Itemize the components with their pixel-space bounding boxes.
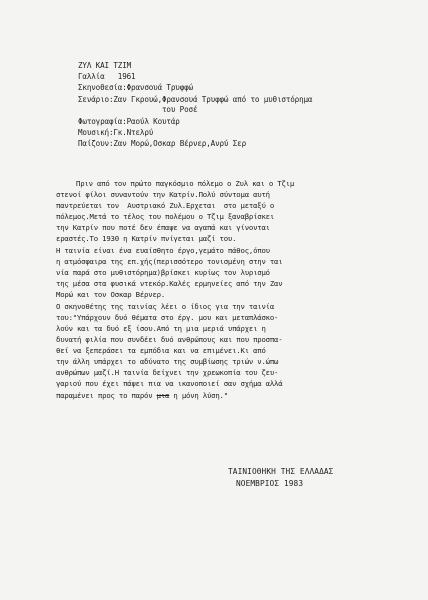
text-line: πόλεμος.Μετά το τέλος του πολέμου ο Τζιμ ξαναβρίσκει	[56, 212, 275, 221]
text-segment: παραμένει προς το παρόν	[56, 391, 157, 400]
text-line: Ο σκηνοθέτης της ταινίας λέει ο ίδιος για την ταινία	[56, 302, 275, 311]
text-line: της μέσα στα φυσικά ντεκόρ.Καλές ερμηνείες από την Ζαν	[56, 279, 283, 288]
struck-out-word: μια	[156, 391, 170, 400]
film-music: Μουσική:Γκ.Ντελρύ	[78, 128, 154, 137]
text-line: την άλλη υπάρχει το αδύνατο της συμβίωσης τριών ν.ώπω	[56, 357, 279, 366]
signature-organization: ΤΑΙΝΙΟΘΗΚΗ ΤΗΣ ΕΛΛΑΔΑΣ	[228, 467, 334, 476]
text-line: εραστές.Το 1930 η Κατρίν πνίγεται μαζί του.	[56, 234, 237, 243]
text-line: θεί να ξεπεράσει τα εμπόδια και να επιμένει.Κι από	[56, 346, 266, 355]
text-line: την Κατρίν που ποτέ δεν έπαψε να αγαπά και γίνονται	[56, 223, 270, 232]
text-line: η ατμόσφαιρα της επ.χής(περισσότερο τονισμένη στην ται	[56, 257, 283, 266]
text-line: ανθρώπων μαζί.Η ταινία δείχνει την χρεωκοπία του ζευ-	[56, 368, 279, 377]
text-line: Πριν από τον πρώτο παγκόσμιο πόλεμο ο Ζυλ και ο Τζιμ	[76, 179, 295, 188]
film-screenplay: Σενάριο:Ζαν Γκρουώ,Φρανσουά Τρυφφώ από το μυθιστόρημα	[78, 95, 313, 104]
text-line: στενοί φίλοι συναντούν την Κατρίν.Πολύ σύντομα αυτή	[56, 190, 270, 199]
film-country-year: Γαλλία 1961	[78, 72, 136, 81]
film-screenplay-source: του Ροσέ	[162, 105, 198, 114]
text-line: Μορώ και τον Οσκαρ Βέρνερ.	[56, 290, 166, 299]
text-line: δυνατή φιλία που συνδέει δυό ανθρώπους και που προσπα-	[56, 335, 283, 344]
text-line: λούν και τα δυό εξ ίσου.Από τη μια μεριά υπάρχει η	[56, 324, 266, 333]
text-line: Η ταινία είναι ένα ευαίσθητο έργο,γεμάτο πάθος,όπου	[56, 246, 270, 255]
film-title: ΖΥΛ ΚΑΙ ΤΖΙΜ	[78, 61, 132, 70]
text-line: του:"Υπάρχουν δυό θέματα στο έργ. μου και μεταπλάσκο-	[56, 313, 279, 322]
film-director: Σκηνοθεσία:Φρανσουά Τρυφφώ	[78, 83, 193, 92]
text-segment: η μόνη λύση."	[169, 391, 228, 400]
text-line: παντρεύεται τον Αυστριακό Ζυλ.Ερχεται στο μεταξύ ο	[56, 201, 275, 210]
text-line-final	[56, 392, 228, 399]
text-line: γαριού που έχει πάψει πια να ικανοποιεί σαν σχήμα αλλά	[56, 379, 283, 388]
signature-date: ΝΟΕΜΒΡΙΟΣ 1983	[236, 479, 304, 488]
text-line: νία παρά στο μυθιστόρημα)βρίσκει κυρίως τον λυρισμό	[56, 268, 270, 277]
film-cast: Παίζουν:Ζαν Μορώ,Οσκαρ Βέρνερ,Ανρύ Σερ	[78, 139, 247, 148]
film-photography: Φωτογραφία:Ραούλ Κουτάρ	[78, 117, 180, 126]
